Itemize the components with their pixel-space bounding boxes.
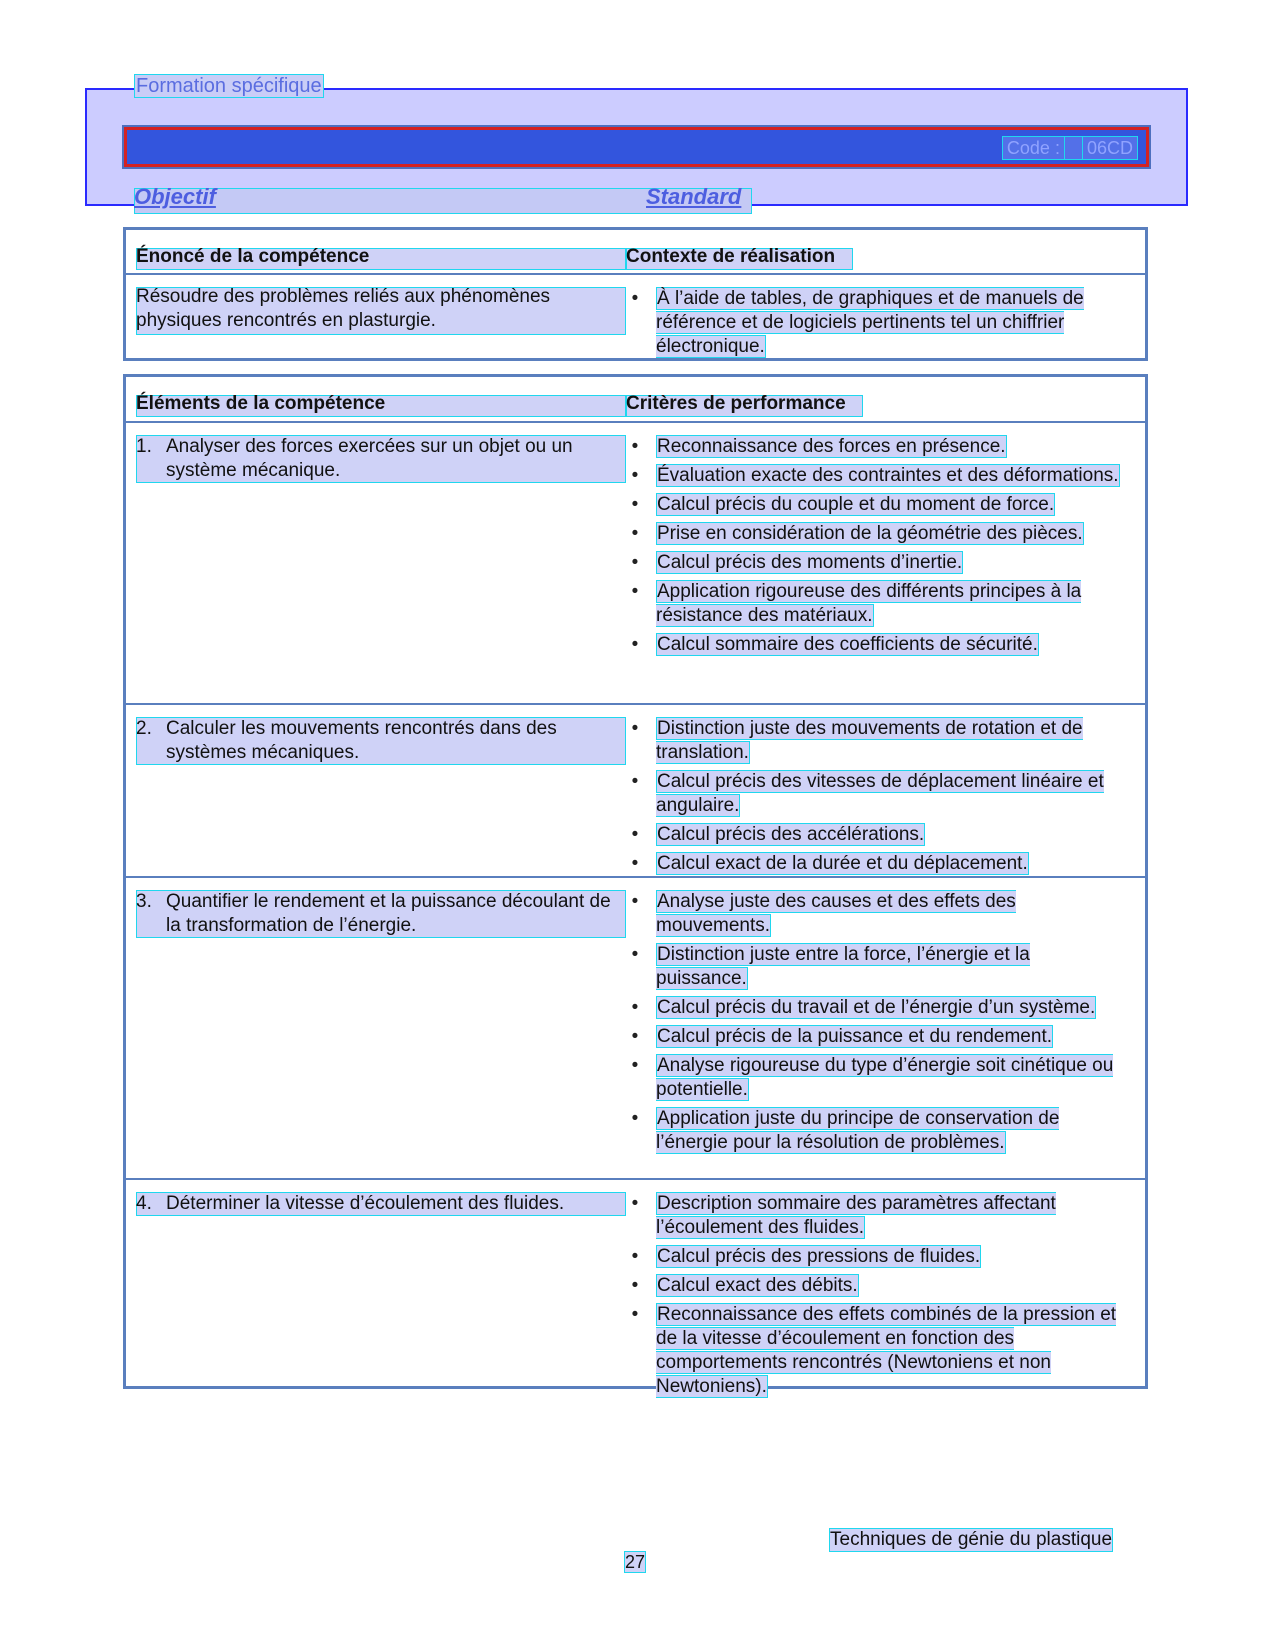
- bullet-icon: •: [631, 523, 639, 544]
- criterion: • Analyse juste des causes et des effets des mouvements.: [626, 890, 1121, 938]
- criterion: • Évaluation exacte des contraintes et des déformations.: [626, 464, 1121, 488]
- criterion: • Distinction juste entre la force, l’énergie et la puissance.: [626, 943, 1121, 991]
- element-row-4: [126, 1178, 1145, 1397]
- criterion: • Prise en considération de la géométrie des pièces.: [626, 522, 1121, 546]
- element-number: 4.: [136, 1193, 152, 1214]
- criterion: • Calcul exact de la durée et du déplacement.: [626, 852, 1121, 876]
- element-number: 2.: [136, 718, 152, 739]
- criteria-header: Critères de performance: [626, 393, 846, 414]
- element-1: [136, 435, 626, 483]
- element-text: Déterminer la vitesse d’écoulement des fluides.: [166, 1193, 565, 1214]
- bullet-icon: •: [631, 1026, 639, 1047]
- bullet-icon: •: [631, 824, 639, 845]
- criterion: • Calcul exact des débits.: [626, 1274, 1121, 1298]
- footer-program: Techniques de génie du plastique: [830, 1529, 1113, 1550]
- element-row-3: [126, 876, 1145, 1178]
- criterion: • Distinction juste des mouvements de rotation et de translation.: [626, 717, 1121, 765]
- element-text: Calculer les mouvements rencontrés dans des systèmes mécaniques.: [166, 718, 557, 763]
- bullet-icon: •: [631, 634, 639, 655]
- bullet-icon: •: [631, 1055, 639, 1076]
- bullet-icon: •: [631, 494, 639, 515]
- criterion: • Analyse rigoureuse du type d’énergie soit cinétique ou potentielle.: [626, 1054, 1121, 1102]
- code-separator: [1064, 137, 1083, 159]
- code-value: 06CD: [1086, 138, 1133, 158]
- competence-statement: Résoudre des problèmes reliés aux phénomènes physiques rencontrés en plasturgie.: [136, 286, 551, 331]
- criterion: • Calcul précis des vitesses de déplacement linéaire et angulaire.: [626, 770, 1121, 818]
- elements-header-row: [126, 377, 1145, 421]
- criteria-list-1: [626, 435, 1121, 662]
- criterion: • Calcul précis de la puissance et du rendement.: [626, 1025, 1121, 1049]
- bullet-icon: •: [631, 581, 639, 602]
- bullet-icon: •: [631, 944, 639, 965]
- bullet-icon: •: [631, 1304, 639, 1325]
- element-text: Analyser des forces exercées sur un objet ou un système mécanique.: [166, 436, 573, 481]
- criterion: • Calcul précis du travail et de l’énergie d’un système.: [626, 996, 1121, 1020]
- competence-content-row: [126, 273, 1145, 360]
- criterion: • Reconnaissance des effets combinés de la pression et de la vitesse d’écoulement en fonction des comportements rencontrés (Newtoniens et non Newtoniens).: [626, 1303, 1121, 1399]
- bullet-icon: •: [631, 1246, 639, 1267]
- element-2: [136, 717, 626, 765]
- element-4: [136, 1192, 626, 1216]
- element-text: Quantifier le rendement et la puissance découlant de la transformation de l’énergie.: [166, 891, 611, 936]
- bullet-icon: •: [631, 465, 639, 486]
- element-number: 1.: [136, 436, 152, 457]
- criterion: • Calcul sommaire des coefficients de sécurité.: [626, 633, 1121, 657]
- objectif-heading: Objectif: [134, 184, 216, 209]
- criteria-list-3: [626, 890, 1121, 1160]
- bullet-icon: •: [631, 853, 639, 874]
- bullet-icon: •: [631, 1275, 639, 1296]
- bullet-icon: •: [631, 891, 639, 912]
- criterion: • Calcul précis des pressions de fluides.: [626, 1245, 1121, 1269]
- criterion: • Reconnaissance des forces en présence.: [626, 435, 1121, 459]
- criterion: • Calcul précis du couple et du moment de force.: [626, 493, 1121, 517]
- element-row-2: [126, 703, 1145, 876]
- bullet-icon: •: [631, 771, 639, 792]
- competence-table: [123, 227, 1148, 361]
- section-title: Formation spécifique: [136, 75, 322, 97]
- code-label: Code :: [1006, 138, 1060, 158]
- criterion: • Calcul précis des accélérations.: [626, 823, 1121, 847]
- bullet-icon: •: [631, 1108, 639, 1129]
- bullet-icon: •: [631, 718, 639, 739]
- code-box: [1002, 136, 1138, 160]
- standard-heading: Standard: [646, 184, 742, 209]
- bullet-icon: •: [631, 552, 639, 573]
- criteria-list-4: [626, 1192, 1121, 1404]
- code-bar: [124, 127, 1149, 167]
- bullet-icon: •: [631, 436, 639, 457]
- context-item: • À l’aide de tables, de graphiques et de manuels de référence et de logiciels pertinents tel un chiffrier électronique.: [626, 287, 1121, 359]
- criterion: • Application rigoureuse des différents principes à la résistance des matériaux.: [626, 580, 1121, 628]
- bullet-icon: •: [631, 288, 639, 309]
- element-number: 3.: [136, 891, 152, 912]
- elements-header: Éléments de la compétence: [136, 393, 386, 414]
- elements-table: [123, 374, 1148, 1397]
- context-list: [626, 287, 1121, 364]
- competence-header-row: [126, 230, 1145, 273]
- element-row-1: [126, 421, 1145, 703]
- bullet-icon: •: [631, 1193, 639, 1214]
- page-number: 27: [625, 1552, 646, 1572]
- statement-header: Énoncé de la compétence: [136, 246, 370, 267]
- criterion: • Description sommaire des paramètres affectant l’écoulement des fluides.: [626, 1192, 1121, 1240]
- element-3: [136, 890, 626, 938]
- criterion: • Application juste du principe de conservation de l’énergie pour la résolution de problèmes.: [626, 1107, 1121, 1155]
- criterion: • Calcul précis des moments d’inertie.: [626, 551, 1121, 575]
- criteria-list-2: [626, 717, 1121, 881]
- context-header: Contexte de réalisation: [626, 246, 836, 267]
- bullet-icon: •: [631, 997, 639, 1018]
